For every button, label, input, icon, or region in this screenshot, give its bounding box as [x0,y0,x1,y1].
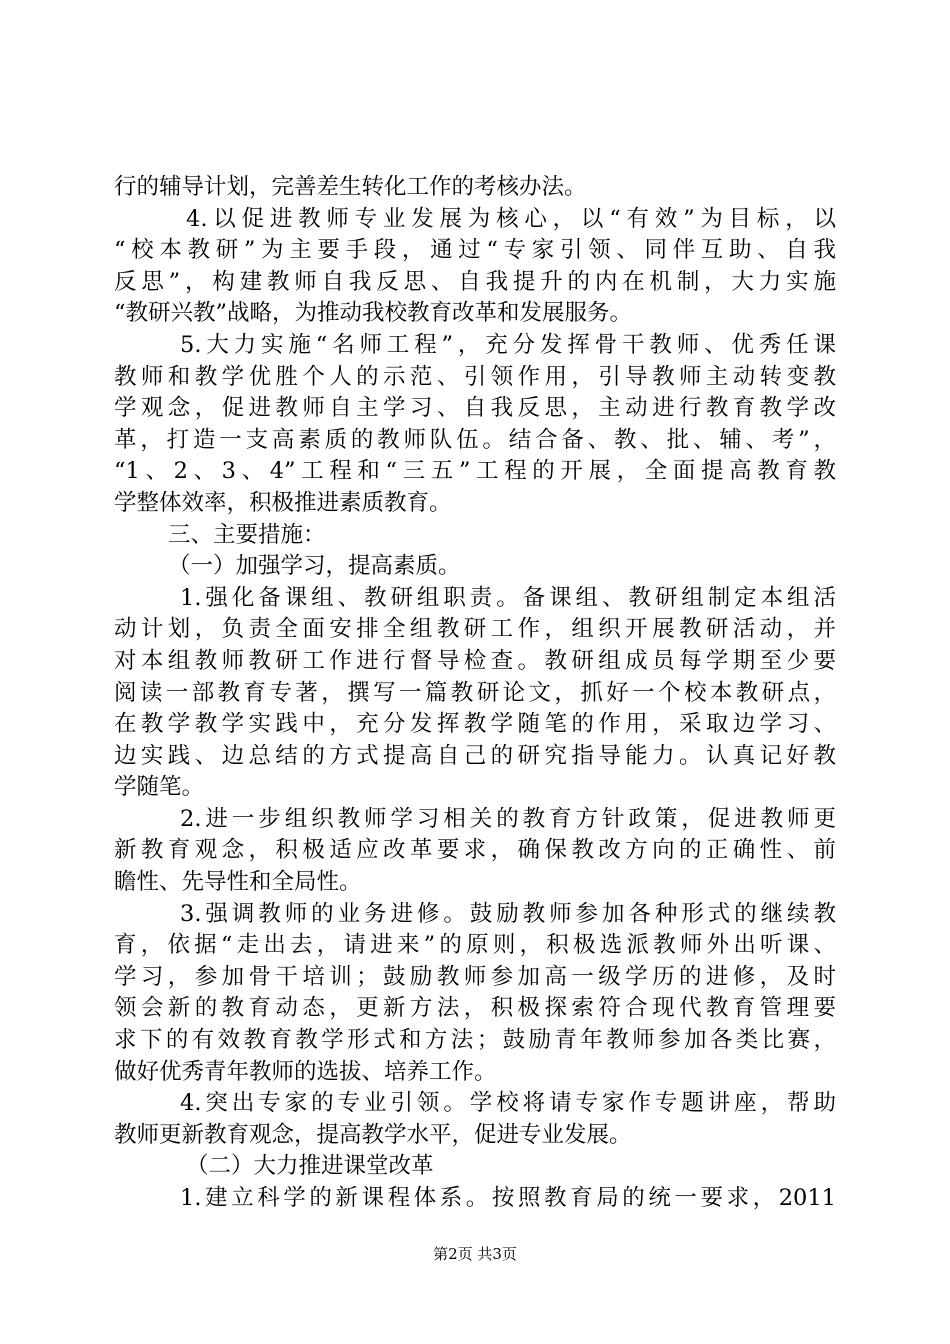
text-line: 1.建立科学的新课程体系。按照教育局的统一要求，2011 [180,1185,836,1211]
text-line: “教研兴教”战略，为推动我校教育改革和发展服务。 [114,300,633,327]
text-line: 育，依据“走出去，请进来”的原则，积极选派教师外出听课、 [114,932,836,959]
text-line: 做好优秀青年教师的选拔、培养工作。 [114,1058,497,1085]
text-line: 阅读一部教育专著，撰写一篇教研论文，抓好一个校本教研点， [114,679,836,706]
text-line: 学习，参加骨干培训；鼓励教师参加高一级学历的进修，及时 [114,963,836,990]
text-line: 革，打造一支高素质的教师队伍。结合备、教、批、辅、考”， [114,426,836,453]
text-line: 对本组教师教研工作进行督导检查。教研组成员每学期至少要 [114,647,836,674]
text-line: 学观念，促进教师自主学习、自我反思，主动进行教育教学改 [114,395,836,422]
text-line: “1、2、3、4”工程和“三五”工程的开展，全面提高教育教 [114,458,836,485]
document-body [114,172,836,1215]
text-line: （二）大力推进课堂改革 [186,1153,434,1180]
text-line: 求下的有效教育教学形式和方法；鼓励青年教师参加各类比赛， [114,1027,836,1054]
text-line: 三、主要措施： [168,521,326,548]
text-line: 瞻性、先导性和全局性。 [114,869,362,896]
text-line: 1.强化备课组、教研组职责。备课组、教研组制定本组活 [180,584,836,611]
text-line: 学整体效率，积极推进素质教育。 [114,489,452,516]
text-line: 4.以促进教师专业发展为核心，以“有效”为目标，以 [186,205,836,232]
text-line: 新教育观念，积极适应改革要求，确保教改方向的正确性、前 [114,837,836,864]
page-footer: 第2页 共3页 [433,1245,517,1263]
text-line: 2.进一步组织教师学习相关的教育方针政策，促进教师更 [180,805,836,832]
text-line: “校本教研”为主要手段，通过“专家引领、同伴互助、自我 [114,237,836,264]
text-line: 5.大力实施“名师工程”，充分发挥骨干教师、优秀任课 [180,331,836,358]
text-line: 领会新的教育动态，更新方法，积极探索符合现代教育管理要 [114,995,836,1022]
text-line: 动计划，负责全面安排全组教研工作，组织开展教研活动，并 [114,616,836,643]
text-line: 边实践、边总结的方式提高自己的研究指导能力。认真记好教 [114,742,836,769]
text-line: 4.突出专家的专业引领。学校将请专家作专题讲座，帮助 [180,1090,836,1117]
text-line: 在教学教学实践中，充分发挥教学随笔的作用，采取边学习、 [114,711,836,738]
text-line: 教师和教学优胜个人的示范、引领作用，引导教师主动转变教 [114,363,836,390]
text-line: （一）加强学习，提高素质。 [168,553,461,580]
text-line: 教师更新教育观念，提高教学水平，促进专业发展。 [114,1121,632,1148]
text-line: 学随笔。 [114,774,205,801]
text-line: 3.强调教师的业务进修。鼓励教师参加各种形式的继续教 [180,900,836,927]
text-line: 行的辅导计划，完善差生转化工作的考核办法。 [114,174,587,200]
text-line: 反思”，构建教师自我反思、自我提升的内在机制，大力实施 [114,268,836,295]
